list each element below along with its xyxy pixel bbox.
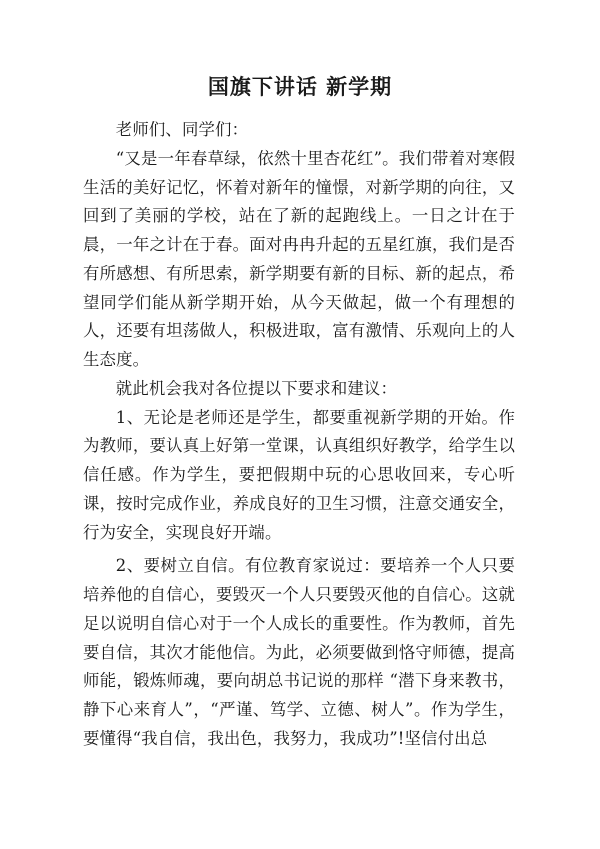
document-title: 国旗下讲话 新学期: [207, 74, 393, 99]
point-one-paragraph: 1、无论是老师还是学生，都要重视新学期的开始。作为教师，要认真上好第一堂课，认真组织好教学，给学生以信任感。作为学生，要把假期中玩的心思收回来，专心听课，按时完成作业，养成良好的卫生习惯，注意交通安全，行为安全，实现良好开端。: [83, 407, 515, 542]
opening-paragraph: “又是一年春草绿，依然十里杏花红”。我们带着对寒假生活的美好记忆，怀着对新年的憧憬，对新学期的向往，又回到了美丽的学校，站在了新的起跑线上。一日之计在于晨，一年之计在于春。面对冉冉升起的五星红旗，我们是否有所感想、有所思索，新学期要有新的目标、新的起点，希望同学们能从新学期开始，从今天做起，做一个有理想的人，还要有坦荡做人，积极进取，富有激情、乐观向上的人生态度。: [83, 148, 515, 369]
salutation-paragraph: 老师们、同学们：: [115, 120, 249, 139]
document-body: [83, 116, 515, 754]
transition-paragraph: 就此机会我对各位提以下要求和建议：: [115, 378, 397, 398]
point-two-paragraph: 2、要树立自信。有位教育家说过：要培养一个人只要培养他的自信心，要毁灭一个人只要毁灭他的自信心。这就足以说明自信心对于一个人成长的重要性。作为教师，首先要自信，其次才能他信。为此，必须要做到恪守师德，提高师能，锻炼师魂，要向胡总书记说的那样 “潜下身来教书，静下心来育人”，“严谨、笃学、立德、树人”。作为学生，要懂得“我自信，我出色，我努力，我成功”!坚信付出总: [83, 556, 515, 748]
